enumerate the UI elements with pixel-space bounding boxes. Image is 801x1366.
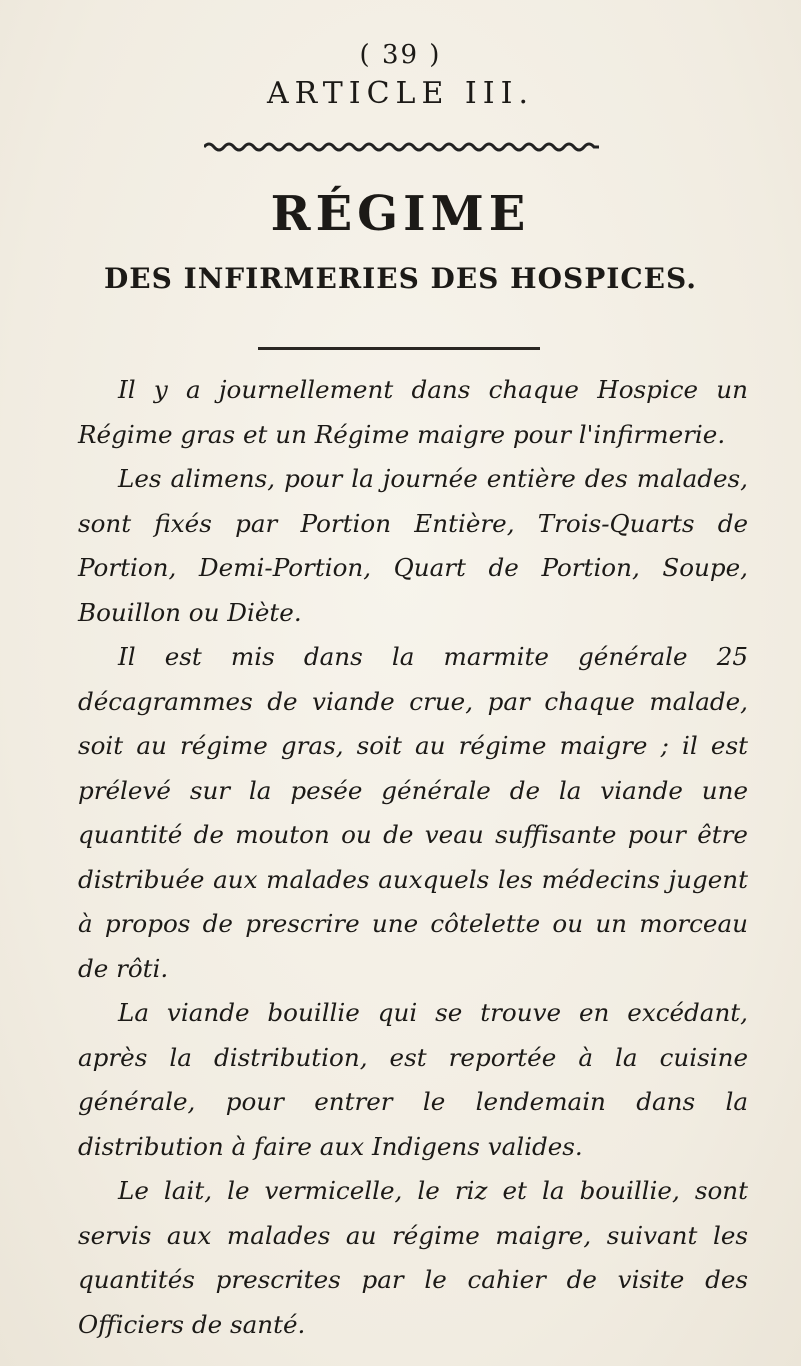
wavy-ornament-divider [204, 140, 599, 154]
section-title: RÉGIME [270, 186, 531, 242]
paragraph-4: La viande bouillie qui se trouve en excédant, après la distribution, est reportée à la cuisine générale, pour entrer le lendemain dans la distribution à faire aux Indigens valides. [78, 998, 748, 1161]
paragraph-2: Les alimens, pour la journée entière des malades, sont fixés par Portion Entière, Trois-Quarts de Portion, Demi-Portion, Quart de Portion, Soupe, Bouillon ou Diète. [78, 464, 748, 627]
article-heading: ARTICLE III. [267, 76, 534, 111]
section-subtitle: DES INFIRMERIES DES HOSPICES. [104, 262, 697, 295]
paragraph-1: Il y a journellement dans chaque Hospice un Régime gras et un Régime maigre pour l'infirmerie. [78, 375, 748, 449]
horizontal-rule [258, 347, 540, 350]
paragraph-5: Le lait, le vermicelle, le riz et la bouillie, sont servis aux malades au régime maigre, suivant les quantités prescrites par le cahier de visite des Officiers de santé. [78, 1176, 748, 1339]
paragraph-3: Il est mis dans la marmite générale 25 décagrammes de viande crue, par chaque malade, soit au régime gras, soit au régime maigre ; il est prélevé sur la pesée générale de la viande une quantité de mouton ou de veau suffisante pour être distribuée aux malades auxquels les médecins jugent à propos de prescrire une côtelette ou un morceau de rôti. [78, 642, 748, 983]
article-body [78, 368, 748, 1347]
page-number: ( 39 ) [359, 40, 442, 70]
